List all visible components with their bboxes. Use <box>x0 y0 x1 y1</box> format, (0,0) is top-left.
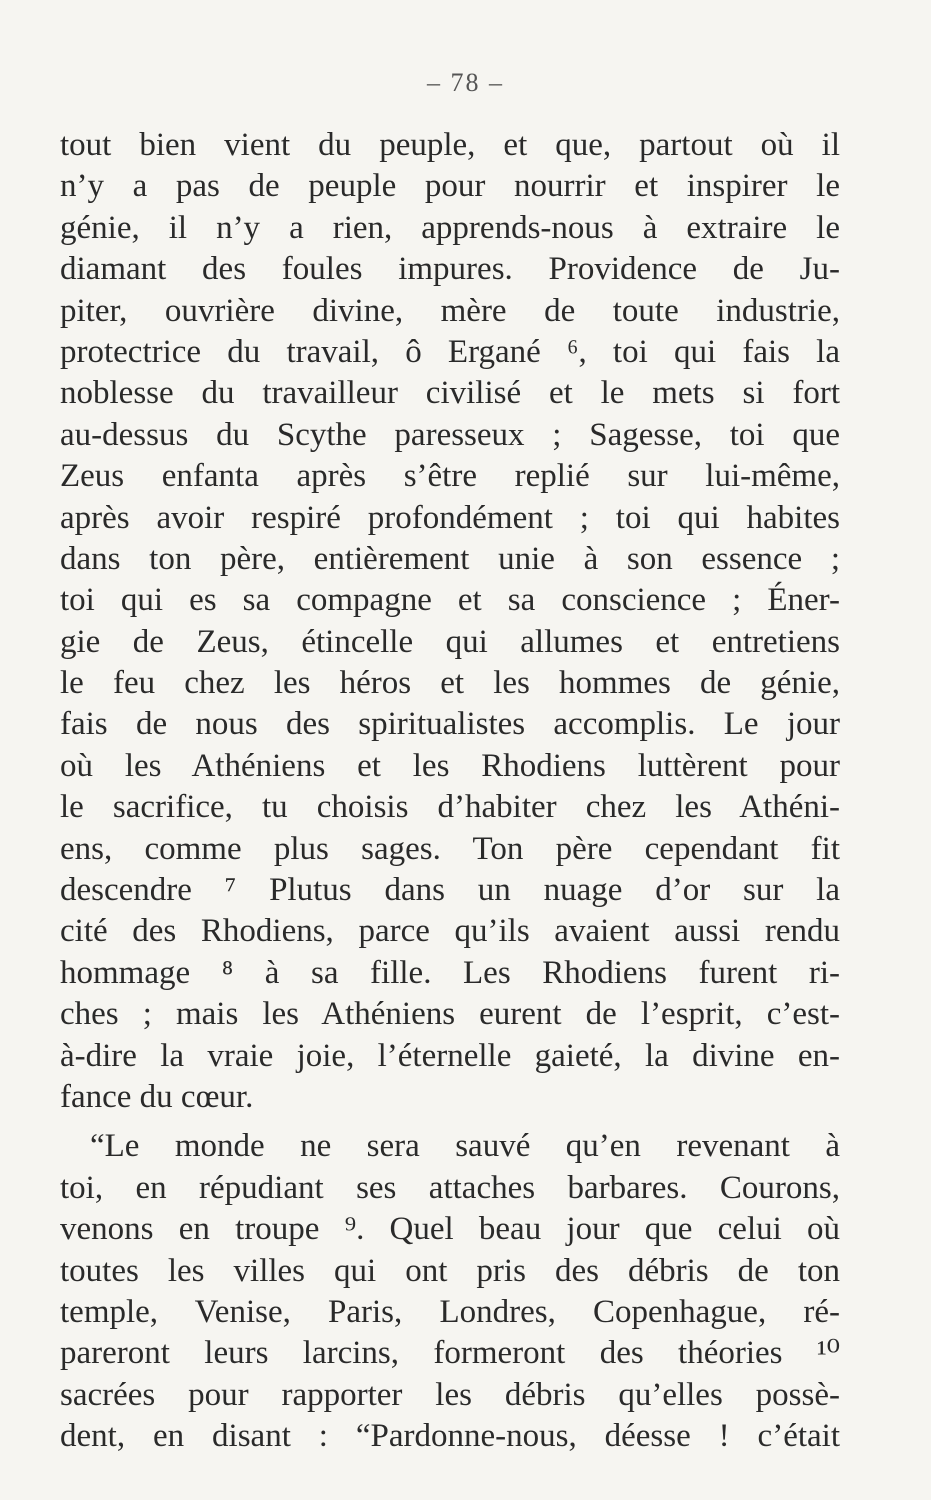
text-line: au-dessus du Scythe paresseux ; Sagesse, toi que <box>60 416 840 453</box>
text-line: temple, Venise, Paris, Londres, Copenhague, ré- <box>60 1293 840 1330</box>
text-line: ches ; mais les Athéniens eurent de l’esprit, c’est- <box>60 996 840 1033</box>
text-line: Zeus enfanta après s’être replié sur lui-même, <box>60 458 840 495</box>
text-line: sacrées pour rapporter les débris qu’elles possè- <box>60 1376 840 1413</box>
body-text <box>60 125 840 1458</box>
text-line: le sacrifice, tu choisis d’habiter chez les Athéni- <box>60 789 840 826</box>
text-line: pareront leurs larcins, formeront des théories ¹⁰ <box>60 1335 840 1372</box>
text-line: à-dire la vraie joie, l’éternelle gaieté, la divine en- <box>60 1037 840 1074</box>
text-line: protectrice du travail, ô Ergané ⁶, toi qui fais la <box>60 333 840 370</box>
text-line: dans ton père, entièrement unie à son essence ; <box>60 540 840 577</box>
text-line: toutes les villes qui ont pris des débris de ton <box>60 1252 840 1289</box>
text-line: toi, en répudiant ses attaches barbares. Courons, <box>60 1169 840 1206</box>
text-line: cité des Rhodiens, parce qu’ils avaient aussi rendu <box>60 913 840 950</box>
text-line: hommage ⁸ à sa fille. Les Rhodiens furent ri- <box>60 954 840 991</box>
text-line: descendre ⁷ Plutus dans un nuage d’or sur la <box>60 872 840 909</box>
text-line: le feu chez les héros et les hommes de génie, <box>60 665 840 702</box>
page-number: – 78 – <box>427 68 504 97</box>
paragraph-1 <box>60 125 840 1118</box>
paragraph-2 <box>60 1126 840 1457</box>
text-line: diamant des foules impures. Providence de Ju- <box>60 251 840 288</box>
text-line: tout bien vient du peuple, et que, partout où il <box>60 127 840 163</box>
text-line: fance du cœur. <box>60 1078 254 1115</box>
text-line: piter, ouvrière divine, mère de toute industrie, <box>60 292 840 329</box>
text-line: fais de nous des spiritualistes accomplis. Le jour <box>60 706 840 743</box>
text-line: génie, il n’y a rien, apprends-nous à extraire le <box>60 209 840 246</box>
text-line: gie de Zeus, étincelle qui allumes et entretiens <box>60 623 840 660</box>
text-line: dent, en disant : “Pardonne-nous, déesse ! c’était <box>60 1418 840 1455</box>
text-line: venons en troupe ⁹. Quel beau jour que celui où <box>60 1211 840 1248</box>
text-line: n’y a pas de peuple pour nourrir et inspirer le <box>60 168 840 205</box>
text-line: ens, comme plus sages. Ton père cependant fit <box>60 830 840 867</box>
text-line: où les Athéniens et les Rhodiens luttèrent pour <box>60 747 840 784</box>
paragraph-gap <box>60 1118 840 1126</box>
text-line: après avoir respiré profondément ; toi qui habites <box>60 499 840 536</box>
text-line: toi qui es sa compagne et sa conscience ; Éner- <box>60 582 840 619</box>
text-line: noblesse du travailleur civilisé et le mets si fort <box>60 375 840 412</box>
text-line: “Le monde ne sera sauvé qu’en revenant à <box>90 1128 840 1165</box>
